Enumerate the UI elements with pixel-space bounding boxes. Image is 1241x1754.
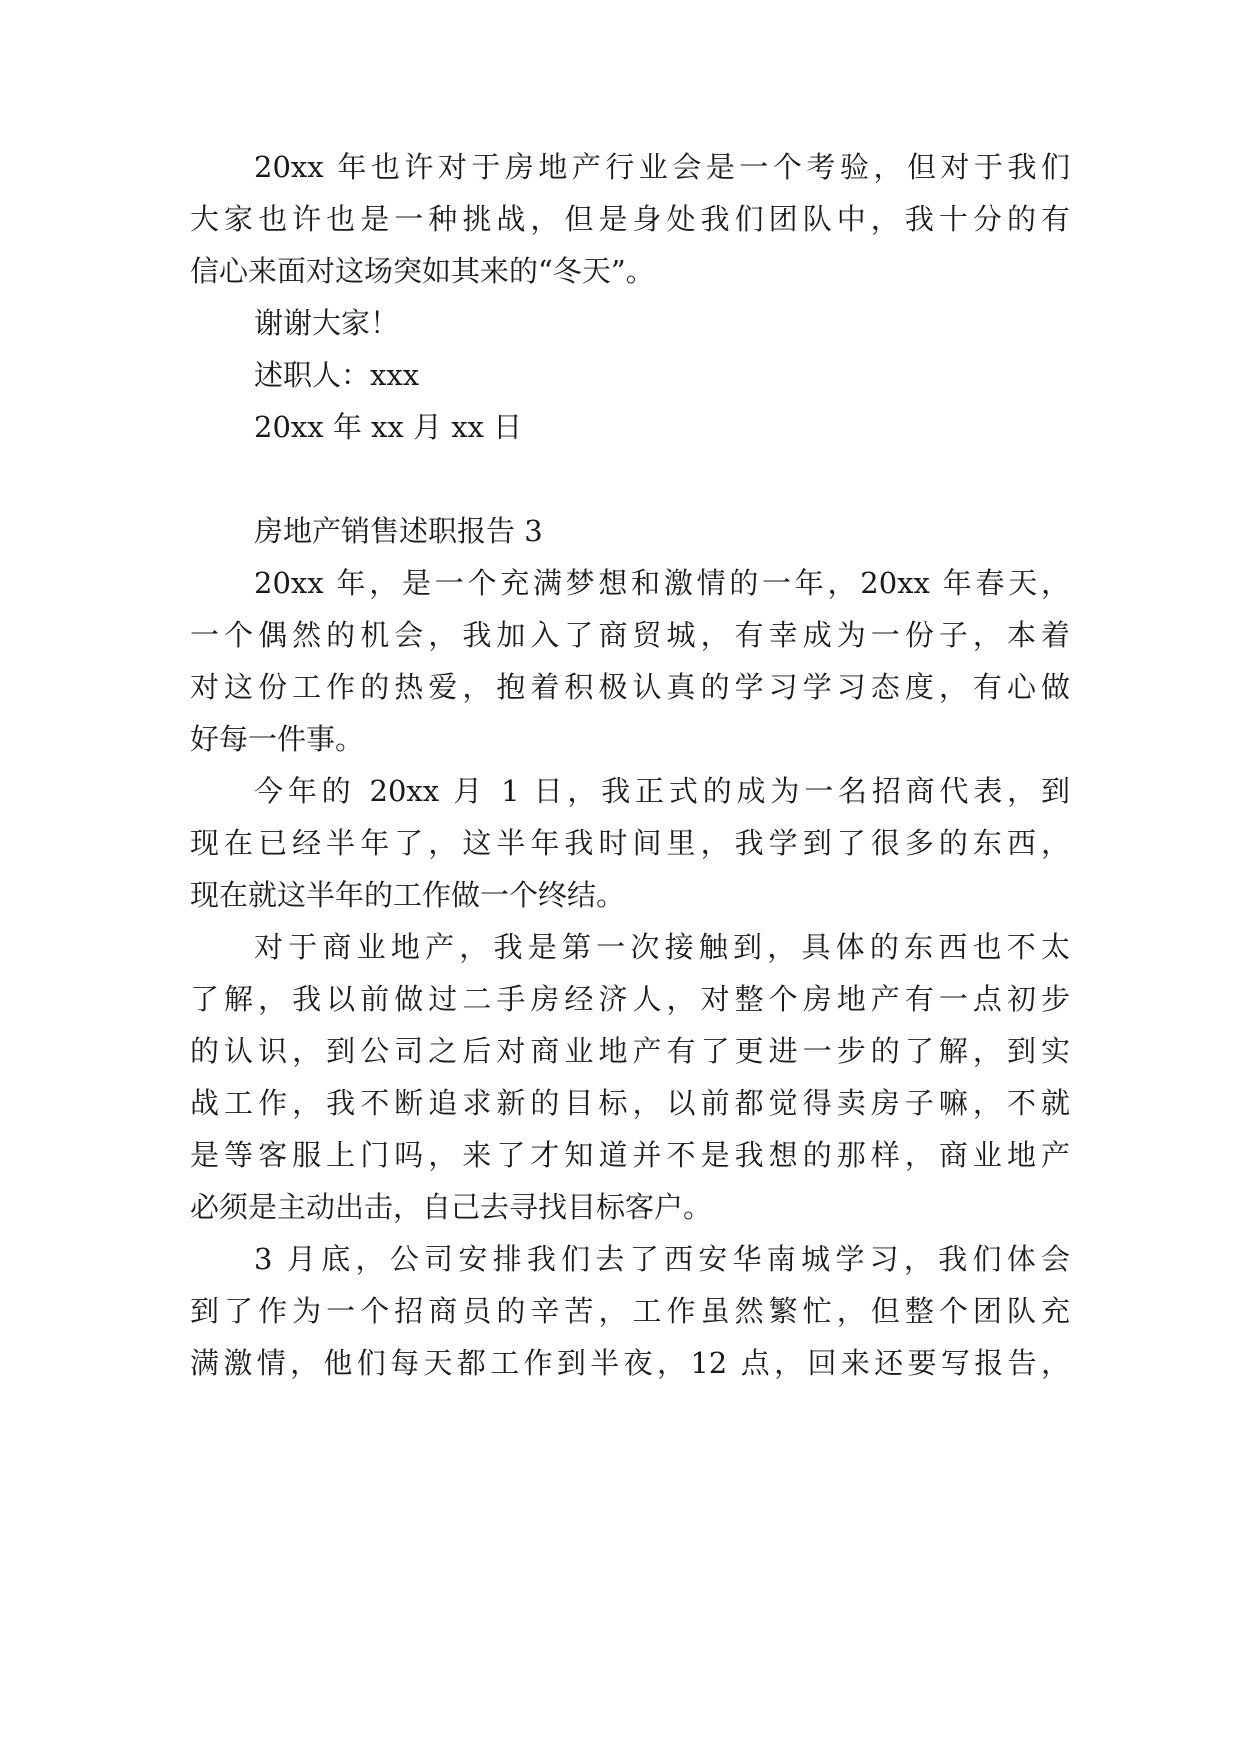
paragraph-line: 的认识，到公司之后对商业地产有了更进一步的了解，到实 [190, 1034, 1070, 1068]
paragraph-line: 到了作为一个招商员的辛苦，工作虽然繁忙，但整个团队充 [190, 1294, 1070, 1328]
paragraph-line: 战工作，我不断追求新的目标，以前都觉得卖房子嘛，不就 [190, 1086, 1070, 1120]
paragraph-line: 好每一件事。 [190, 722, 365, 756]
paragraph-line: 满激情，他们每天都工作到半夜，12 点，回来还要写报告， [190, 1346, 1070, 1380]
paragraph-line: 是等客服上门吗，来了才知道并不是我想的那样，商业地产 [190, 1138, 1070, 1172]
paragraph-line: 3 月底，公司安排我们去了西安华南城学习，我们体会 [254, 1242, 1070, 1276]
paragraph-line: 大家也许也是一种挑战，但是身处我们团队中，我十分的有 [190, 202, 1070, 236]
paragraph-line: 现在已经半年了，这半年我时间里，我学到了很多的东西， [190, 826, 1070, 860]
paragraph-line: 对这份工作的热爱，抱着积极认真的学习学习态度，有心做 [190, 670, 1070, 704]
paragraph-line: 20xx 年，是一个充满梦想和激情的一年，20xx 年春天， [254, 566, 1070, 600]
paragraph-line: 20xx 年也许对于房地产行业会是一个考验，但对于我们 [254, 150, 1070, 184]
paragraph-line: 了解，我以前做过二手房经济人，对整个房地产有一点初步 [190, 982, 1070, 1016]
closing-line: 谢谢大家！ [254, 306, 400, 340]
paragraph-line: 信心来面对这场突如其来的“冬天”。 [190, 254, 655, 288]
signature-line: 述职人：xxx [254, 358, 420, 392]
date-line: 20xx 年 xx 月 xx 日 [254, 410, 523, 444]
paragraph-line: 今年的 20xx 月 1 日，我正式的成为一名招商代表，到 [254, 774, 1070, 808]
paragraph-line: 现在就这半年的工作做一个终结。 [190, 878, 626, 912]
paragraph-line: 必须是主动出击，自己去寻找目标客户。 [190, 1190, 713, 1224]
paragraph-line: 对于商业地产，我是第一次接触到，具体的东西也不太 [254, 930, 1070, 964]
paragraph-line: 一个偶然的机会，我加入了商贸城，有幸成为一份子，本着 [190, 618, 1070, 652]
section-title: 房地产销售述职报告 3 [254, 514, 543, 548]
